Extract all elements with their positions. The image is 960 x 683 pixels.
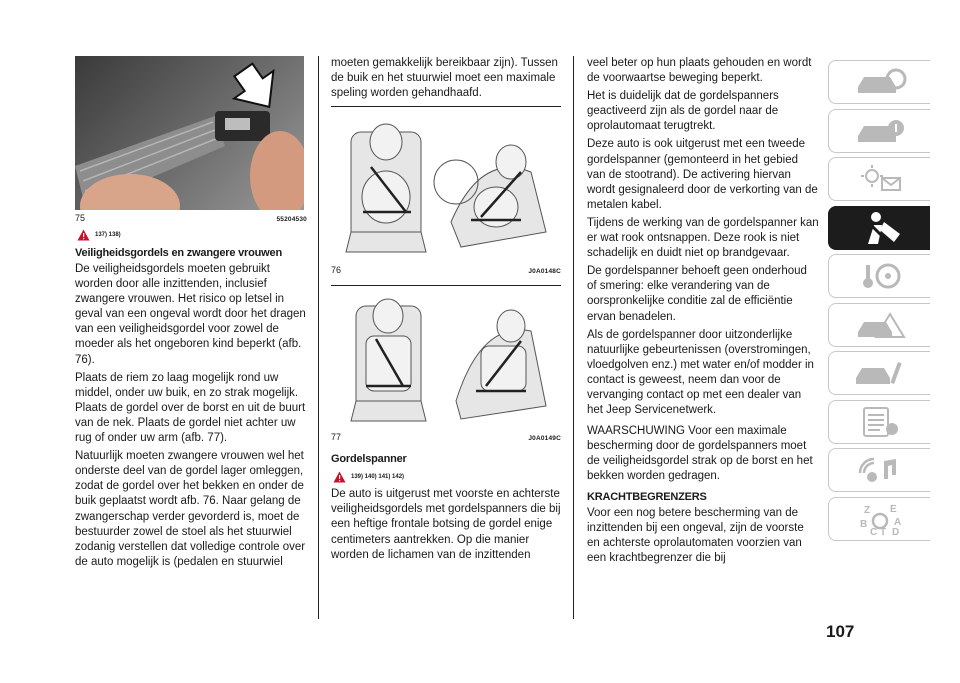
- paragraph: Plaats de riem zo laag mogelijk rond uw middel, onder uw buik, en zo strak mogelijk. Plaats de gordel over de borst en uit de buurt van de nek. Plaats de gordel niet achter uw rug of onder uw arm (afb. 77).: [75, 371, 306, 445]
- warning-refs: 139) 140) 141) 142): [351, 474, 405, 481]
- correct-belt-position-illustration: [331, 291, 561, 426]
- section-heading: Veiligheidsgordels en zwangere vrouwen: [75, 247, 282, 259]
- column-3: [587, 56, 819, 569]
- paragraph: Natuurlijk moeten zwangere vrouwen wel het onderste deel van de gordel lager omleggen, zodat de gordel over het bekken en onder de buik geplaatst wordt afb. 76. Naar gelang de zwangerschap verder gevorderd is, moet de bestuurder zowel de stoel als het stuurwiel zodanig verstellen dat volledige controle over de auto mogelijk is (pedalen en stuurwiel: [75, 450, 306, 568]
- seatbelt-buckle-illustration: [75, 56, 304, 210]
- figure-separator-rule: [331, 285, 561, 286]
- tab-car-dashboard[interactable]: [828, 60, 930, 104]
- paragraph: Als de gordelspanner door uitzonderlijke natuurlijke gebeurtenissen (overstromingen, vloedgolven enz.) met water en/of modder in contact is geweest, neem dan voor de vervanging contact op met een dealer van het Jeep Servicenetwerk.: [587, 328, 814, 417]
- figure-75-caption: [75, 213, 307, 223]
- emergency-icon: [850, 310, 910, 340]
- index-letter-z: Z: [863, 504, 870, 516]
- paragraph: De gordelspanner behoeft geen onderhoud of smering: elke verandering van de oorspronkelijke conditie zal de efficiëntie ervan benadelen.: [587, 265, 807, 323]
- index-letter-t: T: [879, 526, 886, 537]
- figure-code: J0A0149C: [528, 435, 561, 443]
- chapter-tabs: [828, 60, 930, 545]
- index-letter-e: E: [889, 503, 897, 515]
- figure-number: 76: [331, 265, 342, 276]
- tab-car-info[interactable]: [828, 109, 930, 153]
- page-number: 107: [826, 622, 855, 641]
- car-dashboard-icon: [850, 67, 910, 97]
- figure-top-rule: [331, 106, 561, 107]
- car-info-icon: [850, 116, 910, 146]
- section-heading: Gordelspanner: [331, 453, 407, 466]
- column-1: [75, 56, 307, 573]
- section-heading: KRACHTBEGRENZERS: [587, 490, 707, 503]
- figure-76-caption: [331, 265, 561, 275]
- index-letter-a: A: [893, 516, 901, 528]
- figure-77-illustration: [331, 291, 561, 447]
- paragraph: Het is duidelijk dat de gordelspanners geactiveerd zijn als de gordel naar de oprolautomaat terugtrekt.: [587, 90, 779, 133]
- column-divider: [318, 56, 319, 619]
- index-letter-d: D: [891, 526, 899, 537]
- figure-number: 77: [331, 432, 342, 443]
- tab-safety[interactable]: [828, 206, 930, 250]
- tab-index[interactable]: [828, 497, 930, 541]
- warning-reference-row: [77, 229, 307, 241]
- index-icon: [850, 501, 910, 537]
- paragraph: moeten gemakkelijk bereikbaar zijn). Tussen de buik en het stuurwiel moet een maximale speling worden gehandhaafd.: [331, 57, 558, 100]
- tab-technical-data[interactable]: [828, 400, 930, 444]
- figure-77-caption: [331, 432, 561, 442]
- tab-maintenance[interactable]: [828, 351, 930, 395]
- figure-76-illustration: [331, 112, 561, 280]
- paragraph: De auto is uitgerust met voorste en achterste veiligheidsgordels met gordelspanners die bij een heftige frontale botsing de gordel enige centimeters aantrekken. Op die manier worden de lichamen van de inzittenden: [331, 488, 561, 561]
- figure-number: 75: [75, 213, 86, 223]
- index-letter-b: B: [859, 518, 867, 530]
- paragraph: Voor een nog betere bescherming van de inzittenden bij een ongeval, zijn de voorste en achterste oprolautomaten voorzien van een krachtbegrenzer die bij: [587, 506, 804, 564]
- tab-warning-lights[interactable]: [828, 157, 930, 201]
- figure-75-photo: [75, 56, 304, 210]
- technical-data-icon: [850, 405, 910, 439]
- multimedia-icon: [850, 453, 910, 487]
- column-divider: [573, 56, 574, 619]
- figure-code: J0A0148C: [528, 268, 561, 276]
- paragraph: Deze auto is ook uitgerust met een tweede gordelspanner (gemonteerd in het gebied van de stootrand). De activering hiervan wordt gesignaleerd door de verkorting van de metalen kabel.: [587, 138, 818, 211]
- warning-triangle-icon: [77, 229, 90, 241]
- tab-emergency[interactable]: [828, 303, 930, 347]
- tab-multimedia[interactable]: [828, 448, 930, 492]
- warning-note: WAARSCHUWING Voor een maximale bescherming door de gordelspanners moet de veiligheidsgordel strak op de borst en het bekken worden gedragen.: [587, 425, 813, 483]
- tab-starting-driving[interactable]: [828, 254, 930, 298]
- index-letter-c: C: [869, 526, 877, 537]
- warning-triangle-icon: [333, 471, 346, 483]
- paragraph: veel beter op hun plaats gehouden en wordt de voorwaartse beweging beperkt.: [587, 57, 812, 85]
- starting-driving-icon: [850, 261, 910, 291]
- paragraph: Tijdens de werking van de gordelspanner kan er wat rook ontsnappen. Deze rook is niet schadelijk en duidt niet op brandgevaar.: [587, 216, 819, 260]
- warning-refs: 137) 138): [95, 232, 121, 238]
- warning-lights-icon: [850, 164, 910, 194]
- column-2: [331, 56, 561, 566]
- maintenance-icon: [850, 358, 910, 388]
- warning-reference-row: [333, 471, 561, 483]
- pregnant-passenger-illustration: [331, 112, 561, 257]
- figure-code: 55204530: [276, 216, 307, 223]
- paragraph: De veiligheidsgordels moeten gebruikt worden door alle inzittenden, inclusief zwangere vrouwen. Het risico op letsel in geval van een ongeval wordt door het dragen van een veiligheidsgordel voor zowel de moeder als het ongeboren kind beperkt (afb. 76).: [75, 263, 306, 366]
- safety-airbag-icon: [850, 210, 910, 246]
